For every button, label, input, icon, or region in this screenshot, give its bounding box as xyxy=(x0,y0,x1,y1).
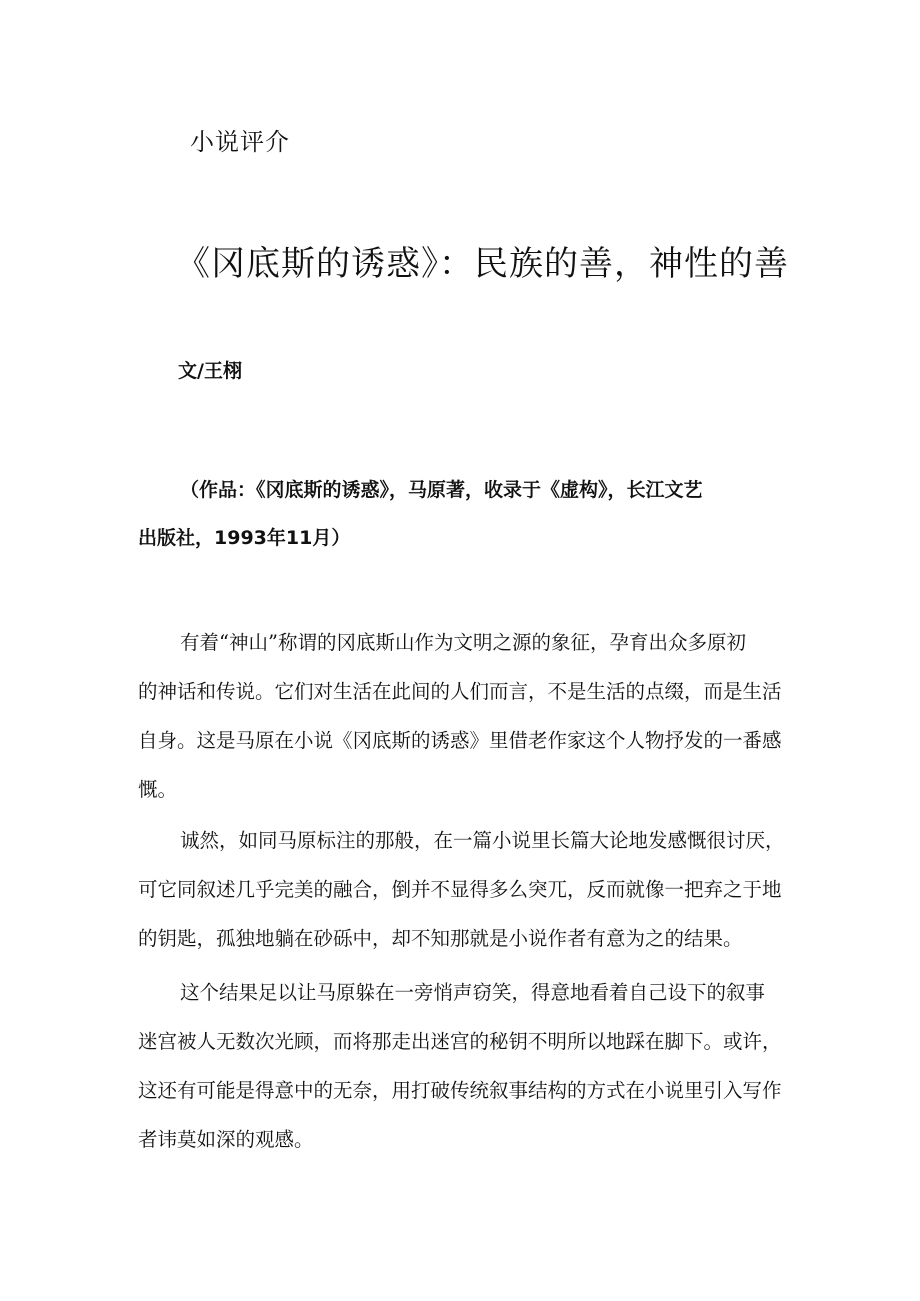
author-byline: 文/王栩 xyxy=(178,360,242,382)
body-paragraph-3: 这个结果足以让马原躲在一旁悄声窃笑，得意地看着自己设下的叙事 迷宫被人无数次光顾，而将那走出迷宫的秘钥不明所以地踩在脚下。或许， 这还有可能是得意中的无奈，用打破传统叙事结构的方式在小说里引入写作 者讳莫如深的观感。 xyxy=(138,981,782,1151)
publication-info: （作品：《冈底斯的诱惑》，马原著，收录于《虚构》，长江文艺 出版社，1993年11月） xyxy=(138,479,703,549)
body-paragraph-1: 有着“神山”称谓的冈底斯山作为文明之源的象征，孕育出众多原初 的神话和传说。它们对生活在此间的人们而言，不是生活的点缀，而是生活 自身。这是马原在小说《冈底斯的诱惑》里借老作家这个人物抒发的一番感 慨。 xyxy=(138,631,782,801)
section-label: 小说评介 xyxy=(190,128,290,156)
body-paragraph-2: 诚然，如同马原标注的那般，在一篇小说里长篇大论地发感慨很讨厌， 可它同叙述几乎完美的融合，倒并不显得多么突兀，反而就像一把弃之于地 的钥匙，孤独地躺在砂砾中，却不知那就是小说作者有意为之的结果。 xyxy=(138,829,785,950)
article-title: 《冈底斯的诱惑》：民族的善，神性的善 xyxy=(176,244,789,284)
